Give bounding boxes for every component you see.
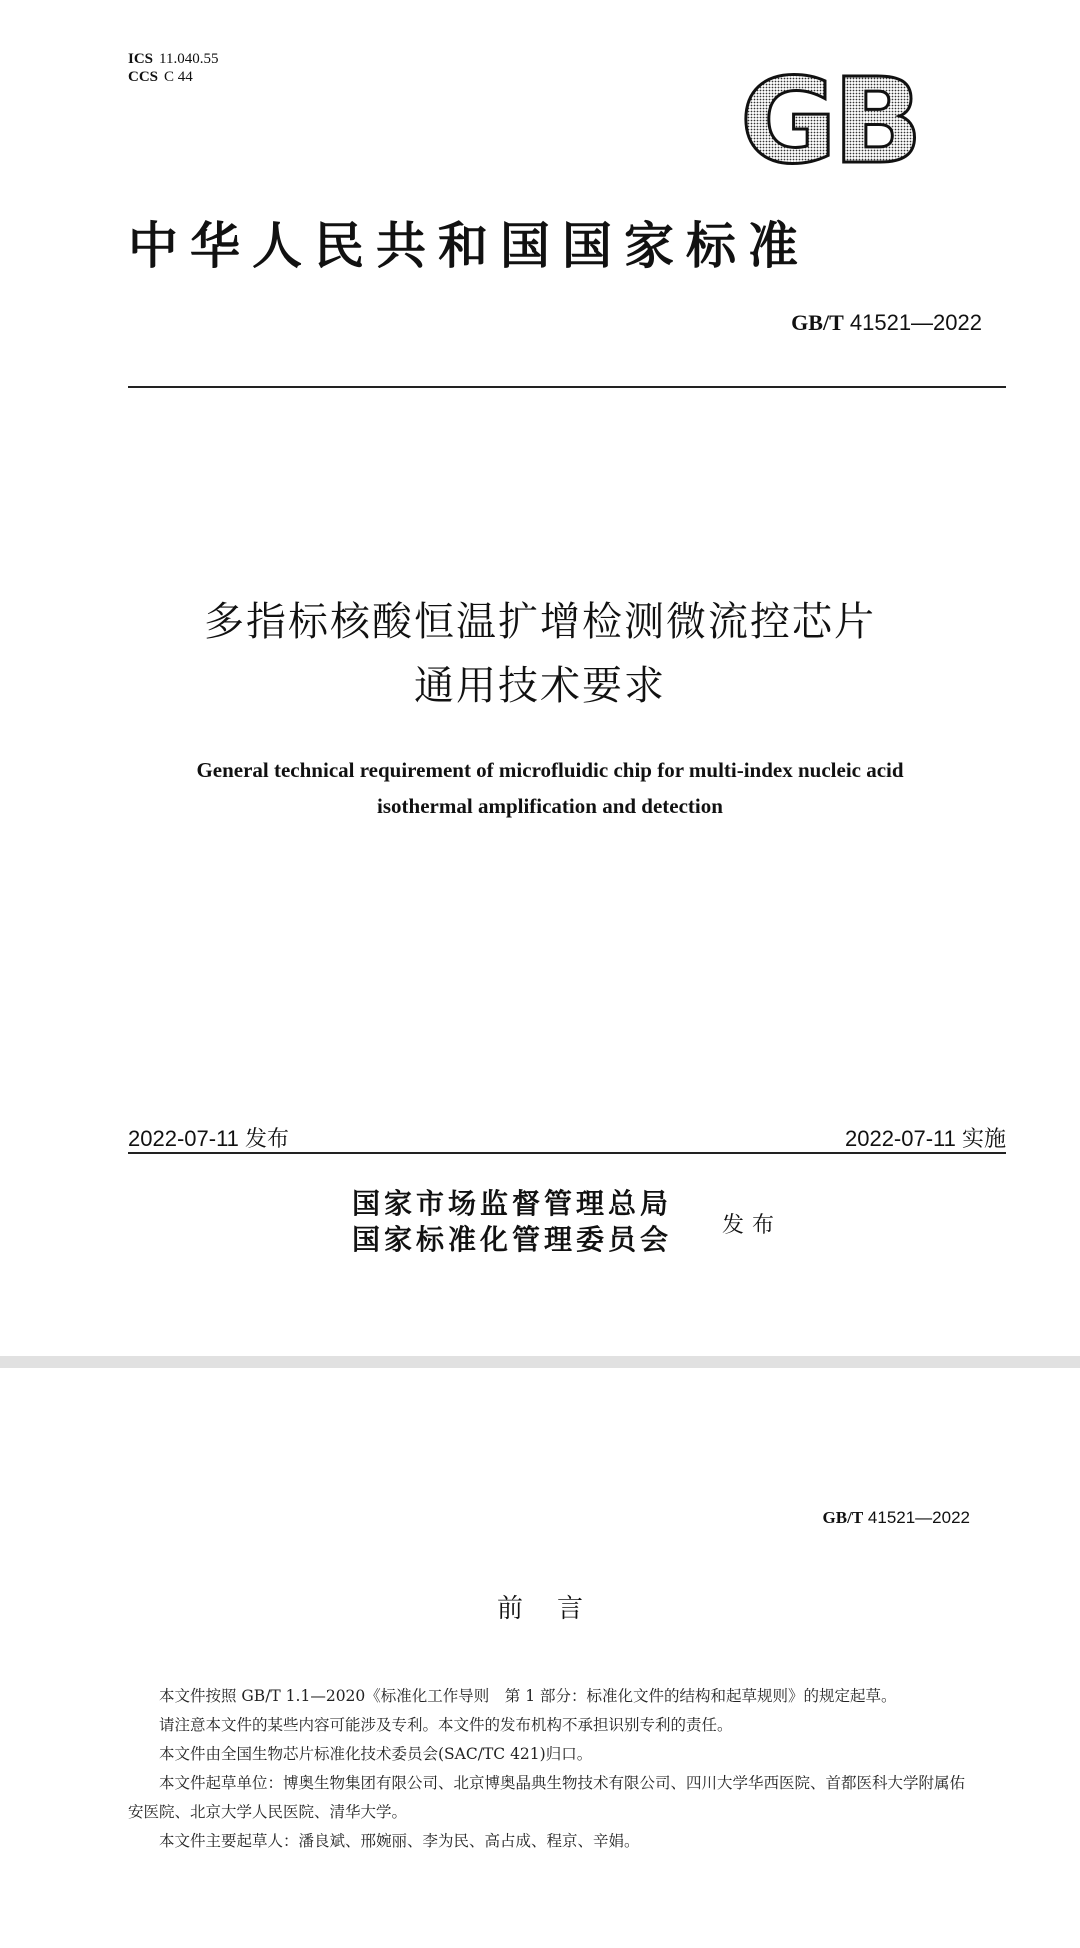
chinese-title (0, 590, 1080, 718)
preface-page (0, 1368, 1080, 1948)
implementation-date: 2022-07-11 实施 (844, 1126, 1006, 1151)
gb-logo (738, 62, 948, 172)
release-date: 2022-07-11 发布 (128, 1126, 290, 1151)
svg-text:GB: GB (740, 62, 919, 172)
preface-body (128, 1682, 974, 1856)
preface-title: 前言 (496, 1594, 617, 1624)
national-standard-title: 中华人民共和国国家标准 (128, 216, 810, 275)
standard-number: GB/T 41521—2022 (791, 310, 982, 335)
preface-paragraph: 本文件由全国生物芯片标准化技术委员会(SAC/TC 421)归口。 (159, 1745, 593, 1763)
issuing-authorities (352, 1186, 672, 1258)
issue-label: 发布 (722, 1213, 783, 1238)
english-title (110, 752, 990, 824)
top-divider (128, 386, 1006, 388)
date-divider (128, 1152, 1006, 1154)
preface-paragraph: 请注意本文件的某些内容可能涉及专利。本文件的发布机构不承担识别专利的责任。 (159, 1716, 733, 1734)
page-header-standard-number: GB/T 41521—2022 (822, 1508, 970, 1527)
chinese-title-line-2: 通用技术要求 (414, 663, 666, 709)
english-title-line-2: isothermal amplification and detection (377, 794, 723, 818)
preface-paragraph: 本文件主要起草人：潘良斌、邢婉丽、李为民、高占成、程京、辛娟。 (159, 1832, 640, 1850)
page-separator (0, 1356, 1080, 1368)
issuer-sac: 国家标准化管理委员会 (352, 1223, 673, 1256)
preface-paragraph: 本文件起草单位：博奥生物集团有限公司、北京博奥晶典生物技术有限公司、四川大学华西医院、首都医科大学附属佑安医院、北京大学人民医院、清华大学。 (128, 1774, 966, 1821)
chinese-title-line-1: 多指标核酸恒温扩增检测微流控芯片 (204, 599, 876, 645)
preface-paragraph: 本文件按照 GB/T 1.1—2020《标准化工作导则 第 1 部分：标准化文件的结构和起草规则》的规定起草。 (159, 1687, 897, 1705)
ccs-code: CCS C 44 (128, 69, 193, 85)
classification-codes (128, 50, 218, 86)
english-title-line-1: General technical requirement of microfluidic chip for multi-index nucleic acid (196, 758, 904, 782)
ics-code: ICS 11.040.55 (128, 51, 219, 67)
issuer-samr: 国家市场监督管理总局 (352, 1187, 673, 1220)
